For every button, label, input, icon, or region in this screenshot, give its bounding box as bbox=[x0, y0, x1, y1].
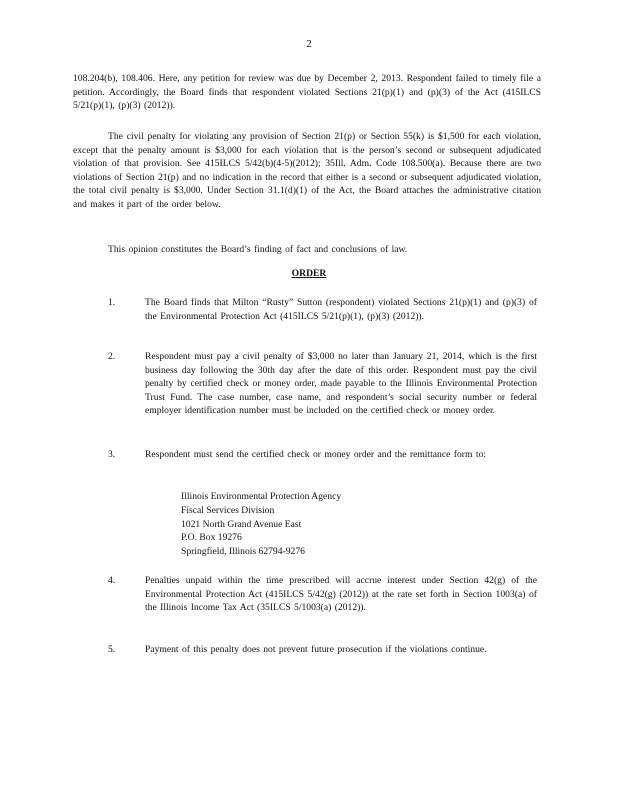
body-paragraph: The civil penalty for violating any provision of Section 21(p) or Section 55(k) is $1,500 for each violation, except that the penalty amount is $3,000 for each violation that is the person’s second or subsequent adjudicated violation of that provision. See 415ILCS 5/42(b)(4-5)(2012); 35Ill. Adm. Code 108.500(a). Because there are two violations of Section 21(p) and no indication in the record that either is a second or subsequent adjudicated violation, the total civil penalty is $3,000. Under Section 31.1(d)(1) of the Act, the Board attaches the administrative citation and makes it part of the order below. bbox=[73, 131, 541, 210]
order-item-number: 3. bbox=[108, 449, 116, 460]
address-line: 1021 North Grand Avenue East bbox=[181, 518, 302, 530]
body-paragraph: 108.204(b), 108.406. Here, any petition for review was due by December 2, 2013. Respondent failed to timely file a petition. Accordingly, the Board finds that respondent violated Sections 21(p)(1) and (p)(3) of the Act (415ILCS 5/21(p)(1), (p)(3) (2012)). bbox=[73, 73, 541, 112]
order-heading: ORDER bbox=[291, 268, 327, 279]
address-line: Illinois Environmental Protection Agency bbox=[181, 491, 342, 502]
order-item-number: 1. bbox=[108, 297, 116, 308]
body-paragraph: This opinion constitutes the Board’s finding of fact and conclusions of law. bbox=[108, 244, 408, 255]
address-line: P.O. Box 19276 bbox=[181, 532, 242, 544]
order-item-number: 5. bbox=[108, 644, 116, 655]
address-line: Fiscal Services Division bbox=[181, 504, 275, 516]
order-item-number: 2. bbox=[108, 351, 116, 362]
order-item-text: Payment of this penalty does not prevent future prosecution if the violations continue. bbox=[145, 644, 487, 655]
order-item-text: Respondent must send the certified check or money order and the remittance form to: bbox=[145, 449, 486, 460]
mailing-address bbox=[181, 490, 341, 559]
page-number: 2 bbox=[306, 38, 312, 50]
order-item-text: Respondent must pay a civil penalty of $3,000 no later than January 21, 2014, which is the first business day following the 30th day after the date of this order. Respondent must pay the civil penalty by certified check or money order, made payable to the Illinois Environmental Protection Trust Fund. The case number, case name, and respondent’s social security number or federal employer identification number must be included on the certified check or money order. bbox=[145, 351, 537, 417]
order-item-number: 4. bbox=[108, 575, 116, 586]
order-item-text: The Board finds that Milton “Rusty” Sutton (respondent) violated Sections 21(p)(1) and (p)(3) of the Environmental Protection Act (415ILCS 5/21(p)(1), (p)(3) (2012)). bbox=[145, 297, 537, 322]
order-item-text: Penalties unpaid within the time prescribed will accrue interest under Section 42(g) of the Environmental Protection Act (415ILCS 5/42(g) (2012)) at the rate set forth in Section 1003(a) of the Illinois Income Tax Act (35ILCS 5/1003(a) (2012)). bbox=[145, 575, 537, 614]
address-line: Springfield, Illinois 62794-9276 bbox=[181, 546, 305, 558]
